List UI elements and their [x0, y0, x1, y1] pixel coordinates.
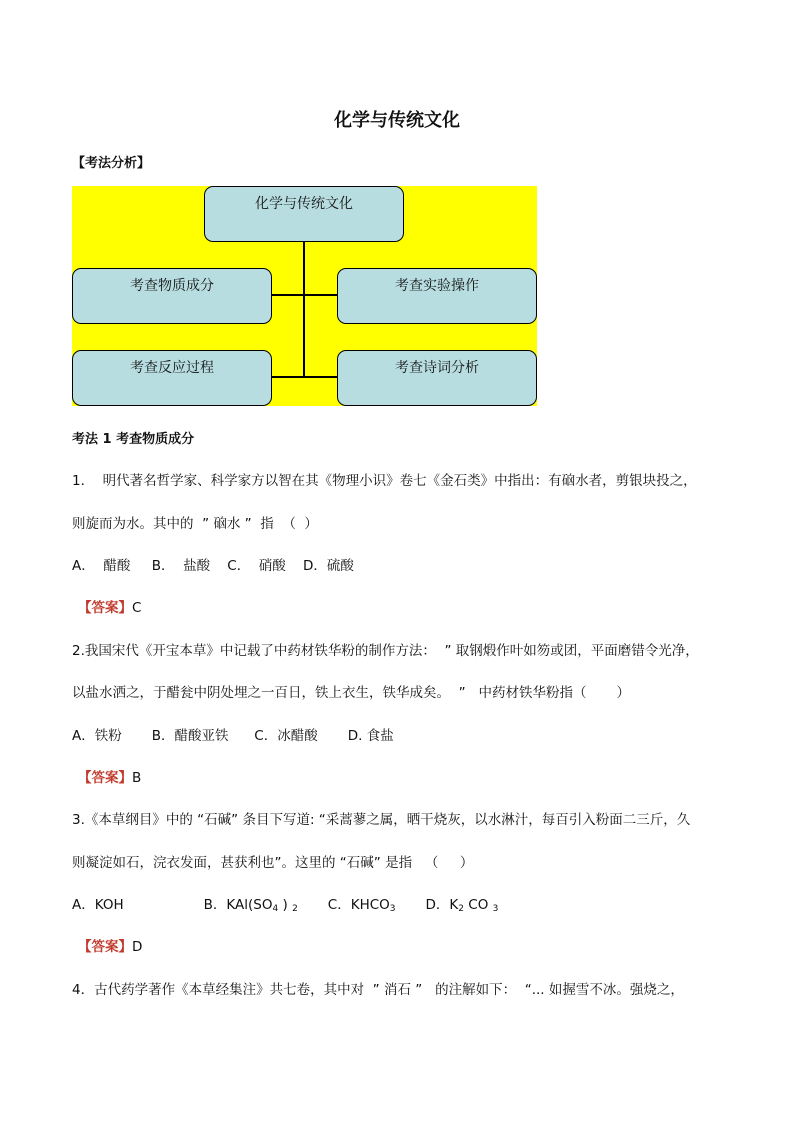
q1-text-line2: 则旋而为水。其中的 ” 硇水 ” 指 （ ） — [72, 516, 318, 532]
q1-text-line1: 1． 明代著名哲学家、科学家方以智在其《物理小识》卷七《金石类》中指出：有硇水者，剪银块投之， — [72, 473, 697, 489]
node-right-top: 考查实验操作 — [337, 268, 537, 324]
connector-vertical — [303, 241, 305, 378]
q2-text-line1: 2.我国宋代《开宝本草》中记载了中药材铁华粉的制作方法： ” 取钢煅作叶如笏或团，平面磨错令光净， — [72, 643, 699, 659]
q1-answer — [78, 596, 141, 616]
q2-options: A．铁粉 B．醋酸亚铁 C．冰醋酸 D. 食盐 — [72, 728, 394, 744]
connector-bottom-branch — [271, 376, 337, 378]
answer-value: D — [132, 939, 143, 955]
section-heading: 【考法分析】 — [72, 156, 151, 171]
concept-diagram — [72, 186, 537, 406]
q3-text-line2: 则凝淀如石，浣衣发面，甚获利也”。这里的 “石碱” 是指 （ ） — [72, 855, 474, 871]
q3-answer — [78, 935, 142, 955]
q3-option-c: C．KHCO — [327, 897, 390, 913]
connector-top-branch — [271, 294, 337, 296]
q3-option-b: B．KAl(SO — [203, 897, 273, 913]
q2-text-line2: 以盐水洒之，于醋瓮中阴处埋之一百日，铁上衣生，铁华成矣。 ” 中药材铁华粉指（ ） — [72, 685, 630, 701]
page-title: 化学与传统文化 — [334, 110, 460, 131]
node-left-top: 考查物质成分 — [72, 268, 272, 324]
q3-options: A．KOH B．$KAl(SO_4$ ) $_2$ C．$KHCO_3$ D．$K_2$ CO $_3$ — [72, 897, 499, 914]
node-left-bottom: 考查反应过程 — [72, 350, 272, 406]
q3-option-d: D．K — [425, 897, 459, 913]
q4-text-line1: 4．古代药学著作《本草经集注》共七卷，其中对 ” 消石 ” 的注解如下： “... 如握雪不冰。强烧之， — [72, 982, 684, 998]
q3-option-a: A．KOH — [72, 897, 124, 913]
answer-tag: 【答案】 — [78, 600, 132, 616]
answer-value: B — [132, 770, 142, 786]
method-heading: 考法 1 考查物质成分 — [72, 432, 195, 447]
node-right-bottom: 考查诗词分析 — [337, 350, 537, 406]
answer-value: C — [132, 600, 142, 616]
q2-answer — [78, 766, 141, 786]
answer-tag: 【答案】 — [78, 939, 132, 955]
node-root: 化学与传统文化 — [204, 186, 404, 242]
q3-text-line1: 3.《本草纲目》中的 “石碱” 条目下写道: “采蒿蓼之属，晒干烧灰，以水淋汁，每百引入粉面二三斤，久 — [72, 812, 691, 828]
answer-tag: 【答案】 — [78, 770, 132, 786]
q1-options: A． 醋酸 B． 盐酸 C． 硝酸 D．硫酸 — [72, 558, 354, 574]
